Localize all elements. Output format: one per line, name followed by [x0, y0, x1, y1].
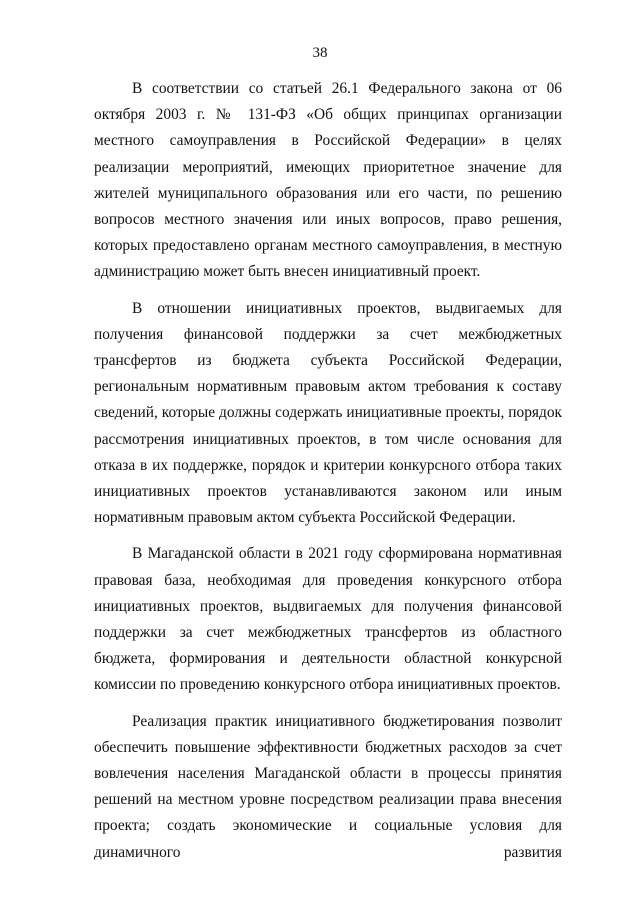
paragraph-4: Реализация практик инициативного бюджетирования позволит обеспечить повышение эффективности бюджетных расходов за счет вовлечения населения Магаданской области в процессы принятия решений на местном уровне посредством реализации права внесения проекта; создать экономические и социальные условия для динамичного развития: [94, 712, 562, 861]
document-body: [94, 76, 562, 866]
paragraph-1: В соответствии со статьей 26.1 Федерального закона от 06 октября 2003 г. № 131-ФЗ «Об общих принципах организации местного самоуправления в Российской Федерации» в целях реализации мероприятий, имеющих приоритетное значение для жителей муниципального образования или его части, по решению вопросов местного значения или иных вопросов, право решения, которых предоставлено органам местного самоуправления, в местную администрацию может быть внесен инициативный проект.: [94, 80, 562, 281]
paragraph-2: В отношении инициативных проектов, выдвигаемых для получения финансовой поддержки за счет межбюджетных трансфертов из бюджета субъекта Российской Федерации, региональным нормативным правовым актом требования к составу сведений, которые должны содержать инициативные проекты, порядок рассмотрения инициативных проектов, в том числе основания для отказа в их поддержке, порядок и критерии конкурсного отбора таких инициативных проектов устанавливаются законом или иным нормативным правовым актом субъекта Российской Федерации.: [94, 299, 562, 527]
page-number: 38: [312, 45, 328, 61]
paragraph-3: В Магаданской области в 2021 году сформирована нормативная правовая база, необходимая для проведения конкурсного отбора инициативных проектов, выдвигаемых для получения финансовой поддержки за счет межбюджетных трансфертов из областного бюджета, формирования и деятельности областной конкурсной комиссии по проведению конкурсного отбора инициативных проектов.: [94, 545, 562, 694]
